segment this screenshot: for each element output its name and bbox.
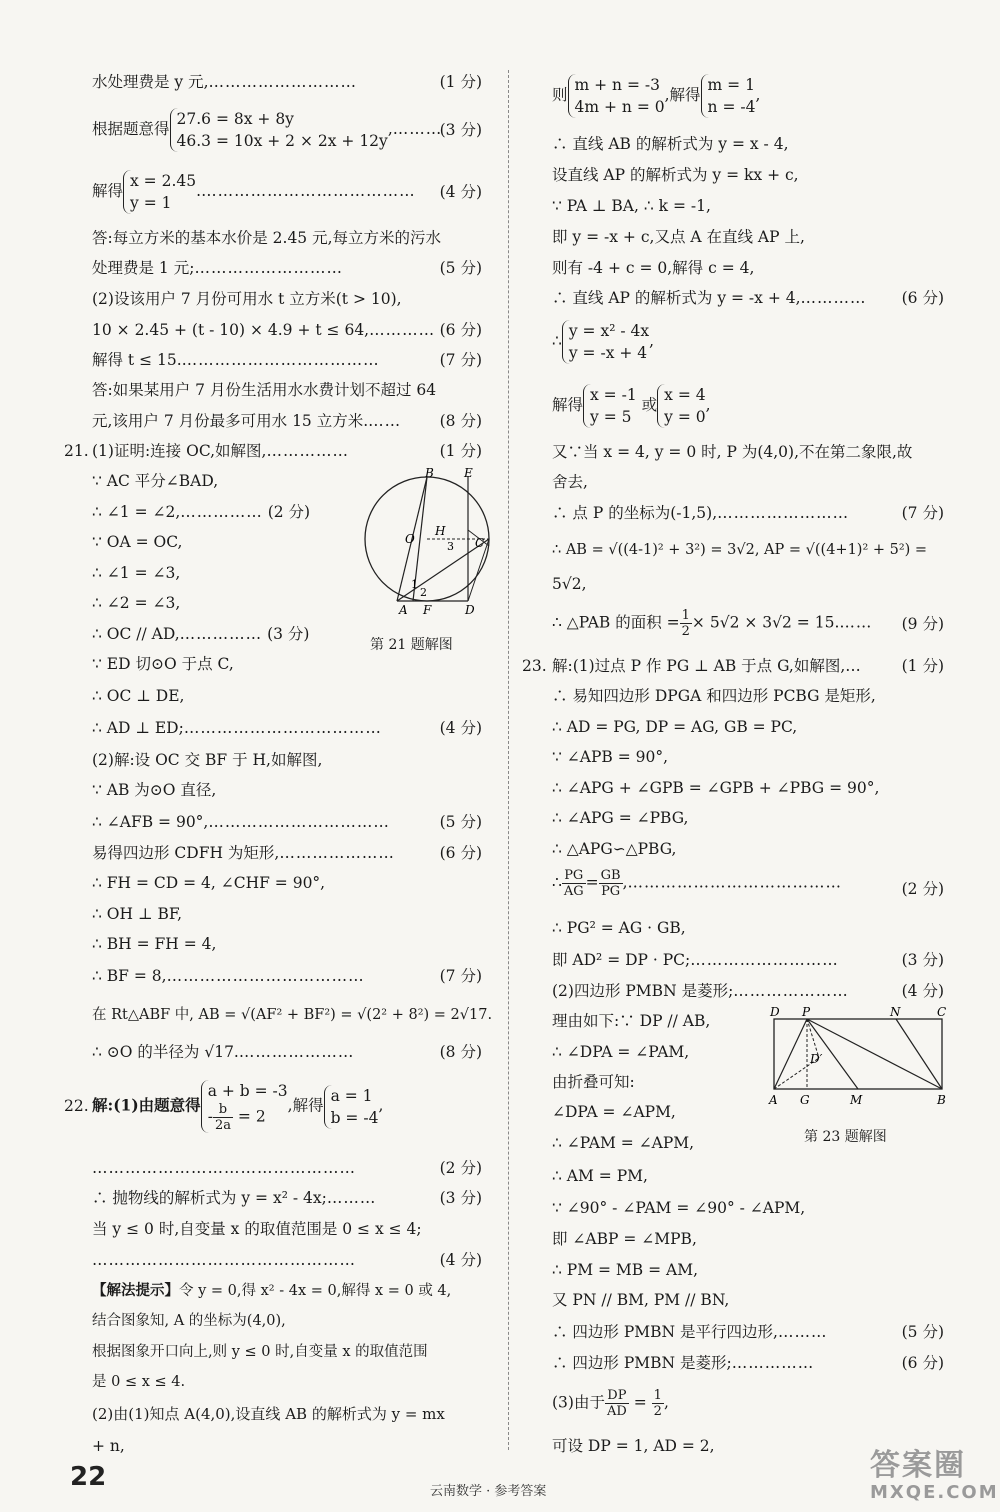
text-line: ∴ BF = 8,……………………………… xyxy=(92,967,365,985)
question-number: 21. xyxy=(64,442,89,460)
equation-system: 解得x = 2.45 y = 1.………………………………… xyxy=(92,172,416,212)
svg-text:A: A xyxy=(769,1093,778,1107)
text-line: ∴ OH ⊥ BF, xyxy=(92,905,183,923)
text-line: ∴ PM = MB = AM, xyxy=(552,1261,699,1279)
text-line: 理由如下:∵ DP // AB, xyxy=(552,1012,711,1030)
text-line: ∴ ∠1 = ∠3, xyxy=(92,564,181,582)
text-line: (2)解:设 OC 交 BF 于 H,如解图, xyxy=(92,751,323,769)
equation-system: 则m + n = -3 4m + n = 0,解得m = 1 n = -4, xyxy=(552,76,761,116)
equation-system: 根据题意得27.6 = 8x + 8y 46.3 = 10x + 2 × 2x + 12y,……… xyxy=(92,110,443,150)
score: (3 分) xyxy=(439,1189,482,1207)
text-line: ∴ 抛物线的解析式为 y = x² - 4x;……… xyxy=(92,1189,377,1207)
text-line: 即 y = -x + c,又点 A 在直线 AP 上, xyxy=(552,228,805,246)
text-line: ∵ AB 为⊙O 直径, xyxy=(92,781,217,799)
figure-23 xyxy=(764,1006,954,1114)
text-line: 5√2, xyxy=(552,575,587,593)
svg-text:B: B xyxy=(425,468,434,480)
svg-text:C: C xyxy=(937,1006,947,1019)
score: (2 分) xyxy=(901,880,944,898)
svg-text:H: H xyxy=(435,524,446,538)
text-line: 设直线 AP 的解析式为 y = kx + c, xyxy=(552,166,799,184)
text-line: ∵ ED 切⊙O 于点 C, xyxy=(92,655,234,673)
text-line: 元,该用户 7 月份最多可用水 15 立方米.…… xyxy=(92,412,402,430)
question-number: 22. xyxy=(64,1097,89,1115)
text-line: ∴ △APG∽△PBG, xyxy=(552,840,677,858)
text-line: ∴ △PAB 的面积 = $\frac{1}{2}$ × 5√2 × 3√2 = 15.…… xyxy=(552,608,873,639)
score: (8 分) xyxy=(439,1043,482,1061)
text-line: (3)由于 $\frac{DP}{AD}$ = $\frac{1}{2}$ , xyxy=(552,1388,669,1419)
text-line: ∴ BH = FH = 4, xyxy=(92,935,217,953)
text-line: ∵ OA = OC, xyxy=(92,533,183,551)
svg-text:1: 1 xyxy=(411,578,418,591)
text-line: ∴ 点 P 的坐标为(-1,5),…………………… xyxy=(552,504,850,522)
hint-line: 是 0 ≤ x ≤ 4. xyxy=(92,1374,186,1390)
figure-21-caption: 第 21 题解图 xyxy=(370,637,453,653)
svg-text:D: D xyxy=(770,1006,780,1019)
equation-system: ∴y = x² - 4x y = -x + 4, xyxy=(552,322,655,362)
score: (5 分) xyxy=(439,813,482,831)
equation-system: 解得x = -1 y = 5 或x = 4 y = 0, xyxy=(552,386,711,426)
svg-text:N: N xyxy=(890,1006,901,1019)
svg-text:2: 2 xyxy=(420,586,427,599)
equation-system: 解:(1)由题意得a + b = -3 - $\frac{b}{2a}$ = 2,解得a = 1 b = -4, xyxy=(92,1082,384,1133)
score: (4 分) xyxy=(901,982,944,1000)
text-line: 又 PN // BM, PM // BN, xyxy=(552,1291,730,1309)
text-line: ∴ AD ⊥ ED;……………………………… xyxy=(92,719,382,737)
text-line: ∴ AD = PG, DP = AG, GB = PC, xyxy=(552,718,798,736)
svg-text:E: E xyxy=(464,468,473,480)
svg-text:D: D xyxy=(465,603,475,617)
text-line: 在 Rt△ABF 中, AB = √(AF² + BF²) = √(2² + 8²) = 2√17. xyxy=(92,1007,493,1023)
text-line: 舍去, xyxy=(552,473,588,491)
text-line: 答:如果某用户 7 月份生活用水水费计划不超过 64 xyxy=(92,381,437,399)
svg-text:3: 3 xyxy=(447,540,454,553)
text-line: ∴ AB = √((4-1)² + 3²) = 3√2, AP = √((4+1)² + 5²) = xyxy=(552,542,928,558)
text-line: ∴ 四边形 PMBN 是平行四边形,……… xyxy=(552,1323,828,1341)
score: (3 分) xyxy=(439,121,482,139)
text-line: (2)由(1)知点 A(4,0),设直线 AB 的解析式为 y = mx xyxy=(92,1405,445,1423)
text-line: ∵ PA ⊥ BA, ∴ k = -1, xyxy=(552,197,711,215)
text-line: (2)设该用户 7 月份可用水 t 立方米(t > 10), xyxy=(92,290,402,308)
text-line: ∴ ∠AFB = 90°,…………………………… xyxy=(92,813,390,831)
score: (4 分) xyxy=(439,719,482,737)
svg-text:F: F xyxy=(423,603,432,617)
svg-text:A: A xyxy=(399,603,408,617)
score: (7 分) xyxy=(439,351,482,369)
score: (6 分) xyxy=(439,844,482,862)
score: (1 分) xyxy=(901,657,944,675)
text-line: 则有 -4 + c = 0,解得 c = 4, xyxy=(552,259,755,277)
score: (6 分) xyxy=(439,321,482,339)
text-line: ∴ OC ⊥ DE, xyxy=(92,687,185,705)
text-line: 由折叠可知: xyxy=(552,1073,635,1091)
svg-text:C: C xyxy=(475,536,485,550)
score: (5 分) xyxy=(439,259,482,277)
text-line: + n, xyxy=(92,1437,125,1455)
text-line: ………………………………………… xyxy=(92,1159,356,1177)
watermark: 答案圈 MXQE.COM xyxy=(870,1448,999,1503)
svg-text:O: O xyxy=(405,532,415,546)
text-line: ∵ ∠90° - ∠PAM = ∠90° - ∠APM, xyxy=(552,1199,806,1217)
score: (5 分) xyxy=(901,1323,944,1341)
text-line: ∴ ∠1 = ∠2,…………… (2 分) xyxy=(92,503,311,521)
text-line: ∴ AM = PM, xyxy=(552,1167,648,1185)
score: (1 分) xyxy=(439,73,482,91)
svg-text:M: M xyxy=(850,1093,863,1107)
score: (8 分) xyxy=(439,412,482,430)
text-line: ∴ OC // AD,…………… (3 分) xyxy=(92,625,310,643)
text-line: 水处理费是 y 元,……………………… xyxy=(92,73,358,91)
score: (7 分) xyxy=(901,504,944,522)
score: (1 分) xyxy=(439,442,482,460)
hint-line: 【解法提示】令 y = 0,得 x² - 4x = 0,解得 x = 0 或 4, xyxy=(92,1282,452,1299)
text-line: ∴ 直线 AB 的解析式为 y = x - 4, xyxy=(552,135,789,153)
column-divider xyxy=(508,70,509,1450)
text-line: 答:每立方米的基本水价是 2.45 元,每立方米的污水 xyxy=(92,229,442,247)
text-line: ∴ ⊙O 的半径为 √17.………………… xyxy=(92,1043,355,1061)
text-line: 即 ∠ABP = ∠MPB, xyxy=(552,1230,697,1248)
text-line: 解:(1)过点 P 作 PG ⊥ AB 于点 G,如解图,… xyxy=(552,657,862,675)
figure-23-caption: 第 23 题解图 xyxy=(804,1129,887,1145)
text-line: 10 × 2.45 + (t - 10) × 4.9 + t ≤ 64,………… xyxy=(92,321,436,339)
text-line: ………………………………………… xyxy=(92,1251,356,1269)
figure-21 xyxy=(355,468,505,618)
text-line: ∴ ∠DPA = ∠PAM, xyxy=(552,1043,690,1061)
text-line: ∴ $\frac{PG}{AG}$ = $\frac{GB}{PG}$ ,………………………………… xyxy=(552,868,843,899)
score: (2 分) xyxy=(439,1159,482,1177)
svg-text:B: B xyxy=(937,1093,946,1107)
text-line: ∴ 易知四边形 DPGA 和四边形 PCBG 是矩形, xyxy=(552,687,876,705)
page-number: 22 xyxy=(70,1462,107,1492)
hint-line: 根据图象开口向上,则 y ≤ 0 时,自变量 x 的取值范围 xyxy=(92,1344,428,1360)
text-line: ∴ PG² = AG · GB, xyxy=(552,919,686,937)
svg-text:P: P xyxy=(802,1006,811,1019)
score: (3 分) xyxy=(901,951,944,969)
text-line: 易得四边形 CDFH 为矩形,………………… xyxy=(92,844,395,862)
score: (6 分) xyxy=(901,289,944,307)
text-line: ∵ AC 平分∠BAD, xyxy=(92,472,219,490)
text-line: (2)四边形 PMBN 是菱形;………………… xyxy=(552,982,849,1000)
footer-title: 云南数学 · 参考答案 xyxy=(430,1484,547,1499)
text-line: ∴ ∠2 = ∠3, xyxy=(92,594,181,612)
score: (9 分) xyxy=(901,615,944,633)
text-line: ∵ ∠APB = 90°, xyxy=(552,748,669,766)
text-line: (1)证明:连接 OC,如解图,…………… xyxy=(92,442,349,460)
score: (6 分) xyxy=(901,1354,944,1372)
question-number: 23. xyxy=(522,657,547,675)
text-line: ∠DPA = ∠APM, xyxy=(552,1103,676,1121)
svg-text:G: G xyxy=(800,1093,810,1107)
text-line: ∴ FH = CD = 4, ∠CHF = 90°, xyxy=(92,874,326,892)
text-line: 又∵当 x = 4, y = 0 时, P 为(4,0),不在第二象限,故 xyxy=(552,443,913,461)
text-line: ∴ ∠APG = ∠PBG, xyxy=(552,809,689,827)
hint-line: 结合图象知, A 的坐标为(4,0), xyxy=(92,1313,286,1329)
text-line: 可设 DP = 1, AD = 2, xyxy=(552,1437,715,1455)
text-line: ∴ ∠APG + ∠GPB = ∠GPB + ∠PBG = 90°, xyxy=(552,779,880,797)
text-line: 即 AD² = DP · PC;……………………… xyxy=(552,951,839,969)
text-line: ∴ ∠PAM = ∠APM, xyxy=(552,1134,695,1152)
text-line: ∴ 四边形 PMBN 是菱形;…………… xyxy=(552,1354,815,1372)
text-line: ∴ 直线 AP 的解析式为 y = -x + 4,………… xyxy=(552,289,867,307)
score: (4 分) xyxy=(439,183,482,201)
svg-text:D′: D′ xyxy=(810,1052,823,1066)
text-line: 解得 t ≤ 15.……………………………… xyxy=(92,351,380,369)
text-line: 当 y ≤ 0 时,自变量 x 的取值范围是 0 ≤ x ≤ 4; xyxy=(92,1220,422,1238)
score: (7 分) xyxy=(439,967,482,985)
score: (4 分) xyxy=(439,1251,482,1269)
text-line: 处理费是 1 元;……………………… xyxy=(92,259,343,277)
